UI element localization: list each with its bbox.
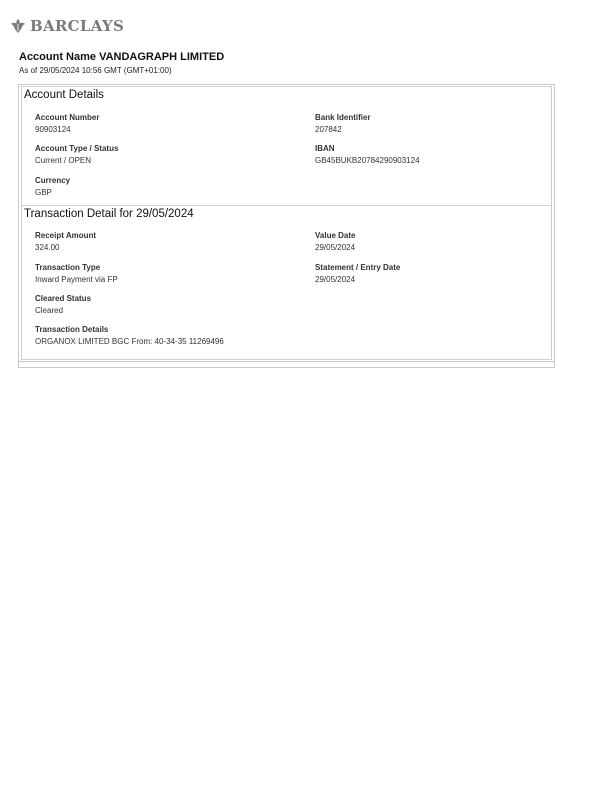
transaction-detail-title: Transaction Detail for 29/05/2024 [24,208,194,220]
currency-label: Currency [35,176,71,185]
account-type-label: Account Type / Status [35,144,119,153]
barclays-logo [10,16,124,36]
transaction-type-label: Transaction Type [35,263,101,272]
statement-date-field [315,262,400,286]
iban-value: GB45BUKB20784290903124 [315,156,420,165]
transaction-type-value: Inward Payment via FP [35,275,118,284]
iban-label: IBAN [315,144,335,153]
account-name-heading: Account Name VANDAGRAPH LIMITED [19,51,225,63]
transaction-type-field [35,262,118,286]
statement-date-label: Statement / Entry Date [315,263,401,272]
account-details-section [21,86,552,206]
cleared-status-value: Cleared [35,306,64,315]
currency-value: GBP [35,188,52,197]
account-type-value: Current / OPEN [35,156,92,165]
bottom-divider [19,361,554,362]
transaction-details-value: ORGANOX LIMITED BGC From: 40-34-35 11269496 [35,337,224,346]
account-number-field [35,112,99,136]
receipt-amount-value: 324.00 [35,243,60,252]
statement-date-value: 29/05/2024 [315,275,356,284]
cleared-status-label: Cleared Status [35,294,92,303]
value-date-value: 29/05/2024 [315,243,356,252]
brand-name: BARCLAYS [30,16,125,35]
transaction-details-label: Transaction Details [35,325,109,334]
iban-field [315,143,420,167]
transaction-detail-section [21,205,552,360]
receipt-amount-field [35,230,96,254]
value-date-label: Value Date [315,231,356,240]
account-number-label: Account Number [35,113,100,122]
receipt-amount-label: Receipt Amount [35,231,97,240]
transaction-details-field [35,324,224,348]
bank-identifier-label: Bank Identifier [315,113,371,122]
value-date-field [315,230,355,254]
account-details-title: Account Details [24,89,104,101]
bank-identifier-field [315,112,371,136]
account-type-field [35,143,118,167]
details-panel [18,84,555,368]
cleared-status-field [35,293,91,317]
as-of-timestamp: As of 29/05/2024 10:56 GMT (GMT+01:00) [19,66,172,75]
bank-identifier-value: 207842 [315,125,342,134]
currency-field [35,175,70,199]
account-number-value: 90903124 [35,125,71,134]
eagle-icon [10,18,26,34]
